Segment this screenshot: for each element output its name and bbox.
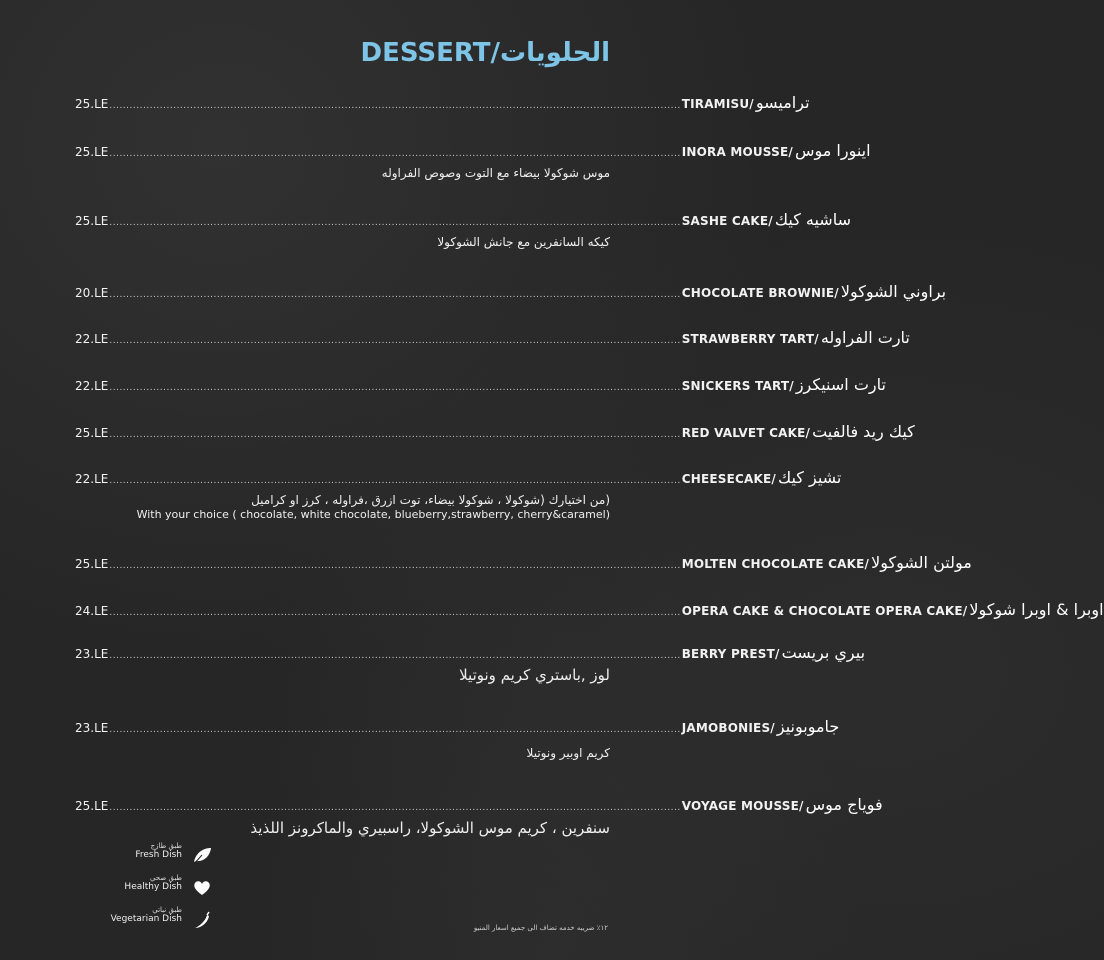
menu-item — [75, 141, 871, 180]
item-price: 22.LE — [75, 332, 109, 346]
item-price: 24.LE — [75, 604, 109, 618]
leaf-icon — [192, 846, 212, 866]
item-description: لوز ,باستري كريم ونوتيلا — [459, 666, 610, 684]
page-title: DESSERT/الحلويات — [360, 38, 610, 68]
menu-item — [75, 328, 910, 347]
item-name-arabic: تراميسو — [755, 93, 810, 112]
item-name: INORA MOUSSE/ — [681, 145, 793, 159]
menu-item — [75, 282, 947, 301]
item-name: TIRAMISU/ — [681, 97, 754, 111]
dot-leader: .......................................................................................................................................................................... — [109, 803, 681, 813]
menu-item — [75, 553, 972, 572]
legend-label: Fresh Dish — [135, 850, 182, 860]
menu-item — [75, 600, 1104, 619]
menu-item — [75, 375, 886, 394]
dot-leader: .......................................................................................................................................................................... — [109, 430, 681, 440]
item-name-arabic: تشيز كيك — [777, 468, 842, 487]
menu-item — [75, 210, 851, 249]
service-tax-note: ١٢٪ ضريبه خدمه تضاف الى جميع اسعار المنيو — [473, 924, 608, 932]
dot-leader: .......................................................................................................................................................................... — [109, 725, 681, 735]
item-name: CHEESECAKE/ — [681, 472, 776, 486]
item-name-arabic: جاموبونيز — [776, 717, 840, 736]
dot-leader: .......................................................................................................................................................................... — [109, 476, 681, 486]
item-name: SASHE CAKE/ — [681, 214, 773, 228]
dot-leader: .......................................................................................................................................................................... — [109, 290, 681, 300]
item-description-english: With your choice ( chocolate, white chocolate, blueberry,strawberry, cherry&caramel) — [136, 508, 610, 521]
item-price: 23.LE — [75, 721, 109, 735]
item-price: 25.LE — [75, 145, 109, 159]
item-price: 25.LE — [75, 214, 109, 228]
item-price: 25.LE — [75, 799, 109, 813]
item-name: STRAWBERRY TART/ — [681, 332, 819, 346]
item-name: VOYAGE MOUSSE/ — [681, 799, 804, 813]
item-price: 25.LE — [75, 97, 109, 111]
item-name-arabic: فوياج موس — [805, 795, 883, 814]
item-name: JAMOBONIES/ — [681, 721, 775, 735]
dot-leader: .......................................................................................................................................................................... — [109, 149, 681, 159]
heart-icon — [192, 878, 212, 898]
item-description: كريم اوبير ونوتيلا — [526, 746, 610, 760]
item-description: كيكه السانفرين مع جانش الشوكولا — [437, 235, 610, 249]
dot-leader: .......................................................................................................................................................................... — [109, 218, 681, 228]
item-name: OPERA CAKE & CHOCOLATE OPERA CAKE/ — [681, 604, 968, 618]
item-name-arabic: تارت اسنيكرز — [795, 375, 886, 394]
item-name: RED VALVET CAKE/ — [681, 426, 811, 440]
item-name: SNICKERS TART/ — [681, 379, 794, 393]
legend-fresh — [102, 842, 212, 872]
item-name-arabic: تارت الفراوله — [820, 328, 910, 347]
item-price: 20.LE — [75, 286, 109, 300]
item-name: BERRY PREST/ — [681, 647, 780, 661]
item-name-arabic: كيك ريد فالفيت — [812, 422, 915, 441]
item-price: 22.LE — [75, 379, 109, 393]
dot-leader: .......................................................................................................................................................................... — [109, 561, 681, 571]
menu-item — [75, 93, 810, 112]
item-name-arabic: مولتن الشوكولا — [871, 553, 972, 572]
item-description: سنفرين ، كريم موس الشوكولا، راسبيري والماكرونز اللذيذ — [250, 819, 610, 837]
chili-icon — [192, 910, 212, 930]
legend — [102, 842, 212, 936]
menu-item — [75, 643, 866, 684]
item-name-arabic: اوبرا & اوبرا شوكولا — [969, 600, 1104, 619]
item-price: 23.LE — [75, 647, 109, 661]
dot-leader: .......................................................................................................................................................................... — [109, 608, 681, 618]
legend-label-arabic: طبق صحي — [149, 874, 182, 882]
item-description: موس شوكولا بيضاء مع التوت وصوص الفراوله — [381, 166, 610, 180]
item-name-arabic: براوني الشوكولا — [840, 282, 947, 301]
item-price: 25.LE — [75, 426, 109, 440]
menu-item — [75, 795, 883, 837]
item-price: 22.LE — [75, 472, 109, 486]
dot-leader: .......................................................................................................................................................................... — [109, 383, 681, 393]
menu-item — [75, 468, 842, 521]
item-price: 25.LE — [75, 557, 109, 571]
dot-leader: .......................................................................................................................................................................... — [109, 651, 681, 661]
legend-label-arabic: طبق نباتي — [152, 906, 182, 914]
item-name: MOLTEN CHOCOLATE CAKE/ — [681, 557, 870, 571]
menu-item — [75, 717, 840, 760]
legend-label: Healthy Dish — [124, 882, 182, 892]
legend-vegetarian — [102, 906, 212, 936]
legend-healthy — [102, 874, 212, 904]
legend-label: Vegetarian Dish — [110, 914, 182, 924]
item-name-arabic: اينورا موس — [794, 141, 871, 160]
item-name-arabic: ساشيه كيك — [774, 210, 851, 229]
legend-label-arabic: طبق طازج — [150, 842, 182, 850]
dot-leader: .......................................................................................................................................................................... — [109, 101, 681, 111]
dot-leader: .......................................................................................................................................................................... — [109, 336, 681, 346]
item-name-arabic: بيري بريست — [781, 643, 866, 662]
menu-item — [75, 422, 915, 441]
item-name: CHOCOLATE BROWNIE/ — [681, 286, 839, 300]
item-description: (من اختيارك (شوكولا ، شوكولا بيضاء، توت ازرق ،فراوله ، كرز او كراميل — [251, 493, 610, 507]
